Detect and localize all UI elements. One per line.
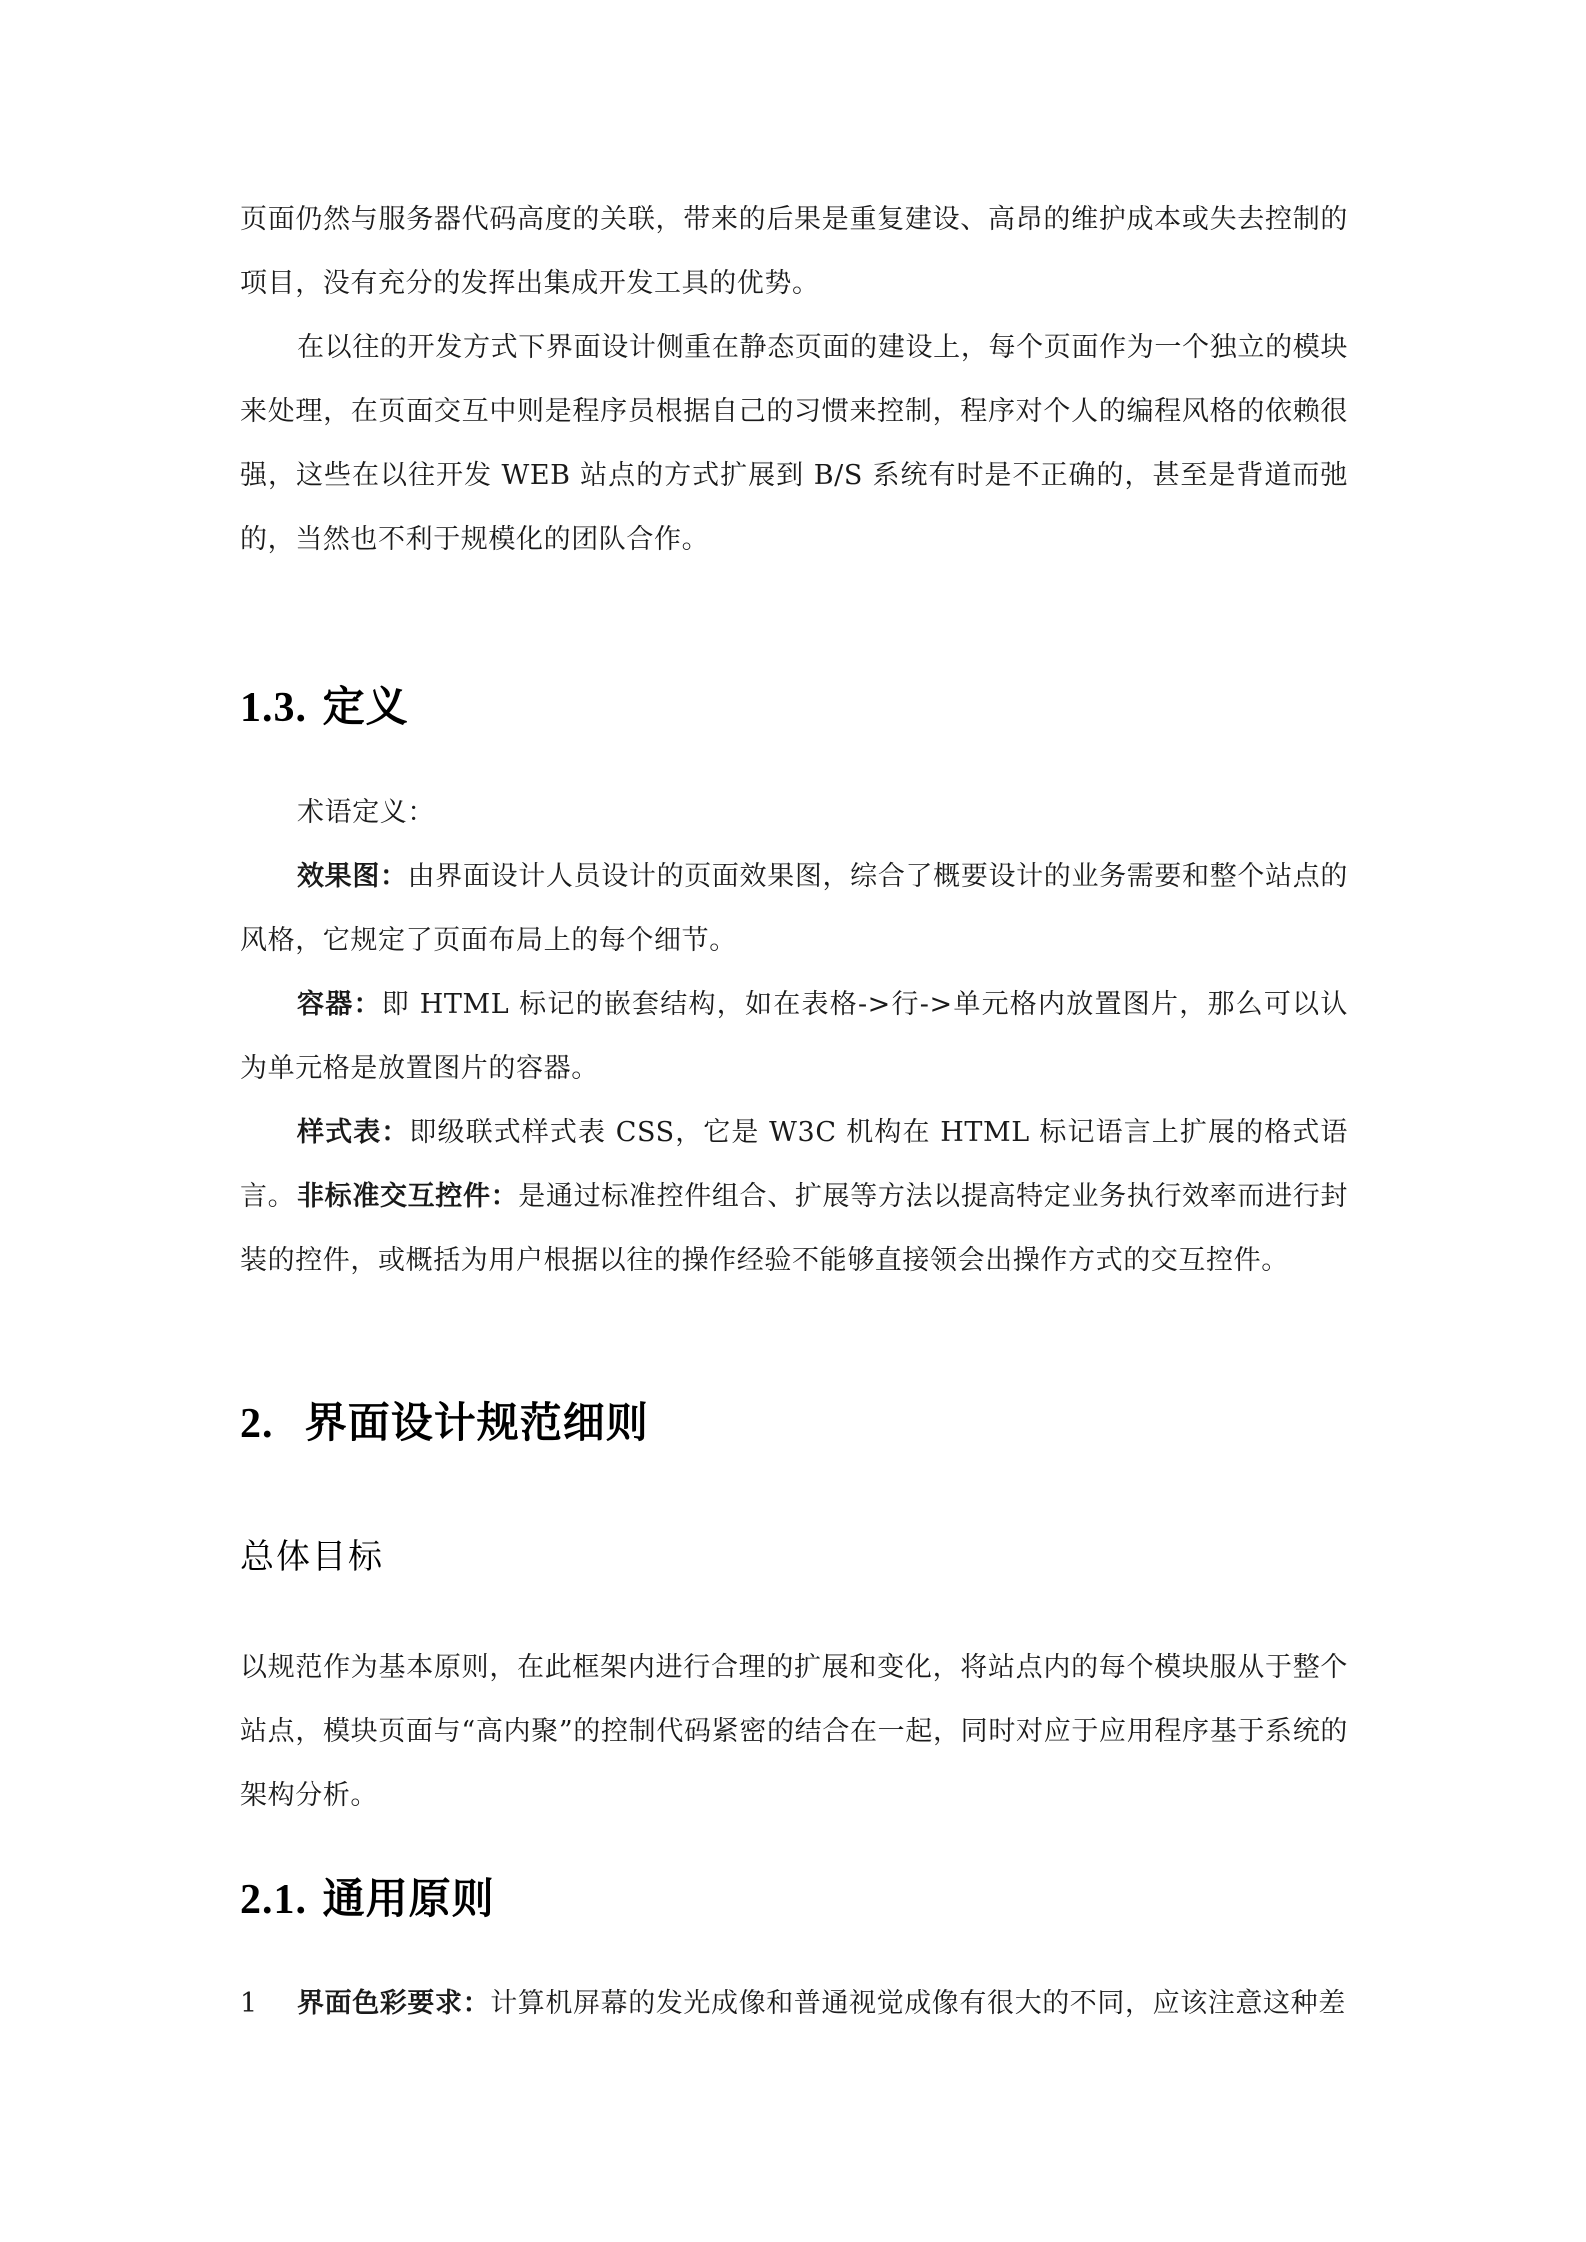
term-label: 非标准交互控件： [297, 1181, 519, 1212]
subheading-overall-goal: 总体目标 [240, 1537, 384, 1577]
section-title: 界面设计规范细则 [304, 1398, 649, 1447]
intro-paragraph-2: 在以往的开发方式下界面设计侧重在静态页面的建设上，每个页面作为一个独立的模块来处理，在页面交互中则是程序员根据自己的习惯来控制，程序对个人的编程风格的依赖很强，这些在以往开发 WEB 站点的方式扩展到 B/S 系统有时是不正确的，甚至是背道而弛的，当然也不利于规模化的团队合作。 [240, 332, 1348, 555]
section-number: 2. [240, 1401, 274, 1447]
section-title: 定义 [322, 682, 409, 731]
section-title: 通用原则 [322, 1874, 495, 1923]
list-marker: 1 [240, 1988, 258, 2019]
term-text: 由界面设计人员设计的页面效果图，综合了概要设计的业务需要和整个站点的风格，它规定了页面布局上的每个细节。 [240, 861, 1348, 956]
list-item-text: 计算机屏幕的发光成像和普通视觉成像有很大的不同，应该注意这种差 [490, 1988, 1346, 2019]
section-number: 1.3. [240, 685, 307, 731]
intro-paragraph-1: 页面仍然与服务器代码高度的关联，带来的后果是重复建设、高昂的维护成本或失去控制的项目，没有充分的发挥出集成开发工具的优势。 [240, 204, 1348, 299]
term-definition [240, 973, 1348, 1101]
terms-intro: 术语定义： [297, 797, 435, 828]
term-definition [240, 1165, 1348, 1293]
section-heading-2 [240, 1393, 649, 1454]
term-text: 是通过标准控件组合、扩展等方法以提高特定业务执行效率而进行封装的控件，或概括为用户根据以往的操作经验不能够直接领会出操作方式的交互控件。 [240, 1181, 1348, 1276]
term-definition [240, 845, 1348, 973]
term-text: 即 HTML 标记的嵌套结构，如在表格->行->单元格内放置图片，那么可以认为单元格是放置图片的容器。 [240, 989, 1348, 1084]
term-label: 样式表： [297, 1117, 410, 1148]
term-label: 效果图： [297, 861, 408, 892]
term-label: 容器： [297, 989, 382, 1020]
section-number: 2.1. [240, 1877, 307, 1923]
list-item [240, 1972, 1348, 2036]
term-text: 即级联式样式表 CSS，它是 W3C 机构在 HTML 标记语言上扩展的格式语言。 [240, 1117, 1348, 1212]
overall-goal-paragraph: 以规范作为基本原则，在此框架内进行合理的扩展和变化，将站点内的每个模块服从于整个站点，模块页面与“高内聚”的控制代码紧密的结合在一起，同时对应于应用程序基于系统的架构分析。 [240, 1652, 1348, 1811]
section-heading-1-3 [240, 677, 409, 738]
section-heading-2-1 [240, 1869, 495, 1930]
term-label: 界面色彩要求： [297, 1988, 491, 2019]
